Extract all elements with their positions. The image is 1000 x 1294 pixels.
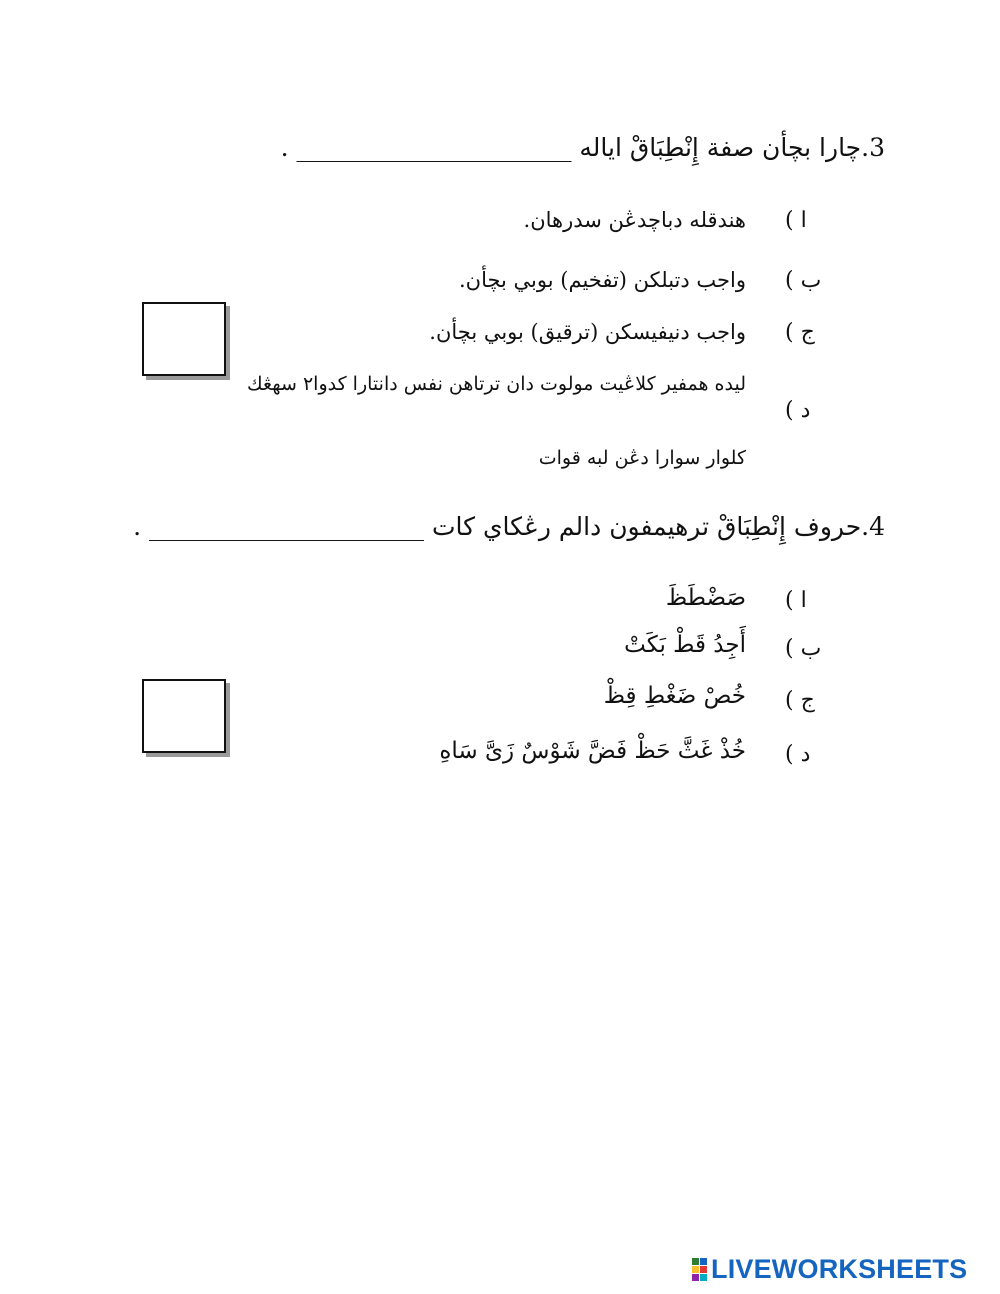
question-4-title: 4.حروف إِنْطِبَاقْ ترهيمفون دالم رڠکاي کات ______________________ . — [133, 512, 885, 541]
logo-mark-icon — [692, 1258, 707, 1281]
q4-option-b-text: أَجِدُ قَطْ بَكَتْ — [624, 632, 746, 658]
q4-option-a-text: صَضْطَظَ — [665, 585, 746, 611]
q4-option-d-letter: د ) — [785, 742, 811, 767]
q3-option-a-letter: ا ) — [785, 208, 807, 233]
q4-option-d-text: خُذْ غَثَّ حَظْ فَضَّ شَوْسٌ زَىَّ سَاهِ — [439, 738, 746, 764]
q4-answer-box[interactable] — [142, 679, 226, 753]
q3-option-d-text-line2: کلوار سوارا دڠن لبه قوات — [538, 447, 746, 469]
question-3-title: 3.چارا بچأن صفة إِنْطِبَاقْ اياله ______________________ . — [280, 133, 885, 162]
q3-option-c-text: واجب دنيفيسکن (ترقيق) بوبي بچأن. — [429, 320, 746, 344]
q3-option-d-text-line1: ليده همفير کلاڠيت مولوت دان ترتاهن نفس دانتارا کدوا٢ سهڠك — [247, 373, 746, 395]
q4-option-c-text: خُصْ ضَغْطِ قِظْ — [603, 683, 746, 709]
q4-option-b-letter: ب ) — [785, 636, 822, 661]
liveworksheets-logo — [692, 1255, 967, 1283]
q3-answer-box[interactable] — [142, 302, 226, 376]
q3-option-a-text: هندقله دباچدڠن سدرهان. — [523, 208, 746, 232]
logo-mark-cell — [692, 1274, 699, 1281]
q4-option-a-letter: ا ) — [785, 588, 807, 613]
logo-mark-cell — [692, 1266, 699, 1273]
logo-mark-cell — [700, 1258, 707, 1265]
q3-option-b-letter: ب ) — [785, 268, 822, 293]
q3-option-b-text: واجب دتبلکن (تفخيم) بوبي بچأن. — [458, 268, 746, 292]
logo-mark-cell — [700, 1274, 707, 1281]
logo-mark-cell — [692, 1258, 699, 1265]
logo-mark-cell — [700, 1266, 707, 1273]
q3-option-d-letter: د ) — [785, 398, 811, 423]
q3-option-c-letter: ج ) — [785, 320, 815, 345]
q4-option-c-letter: ج ) — [785, 688, 815, 713]
logo-text: LIVEWORKSHEETS — [711, 1253, 968, 1284]
